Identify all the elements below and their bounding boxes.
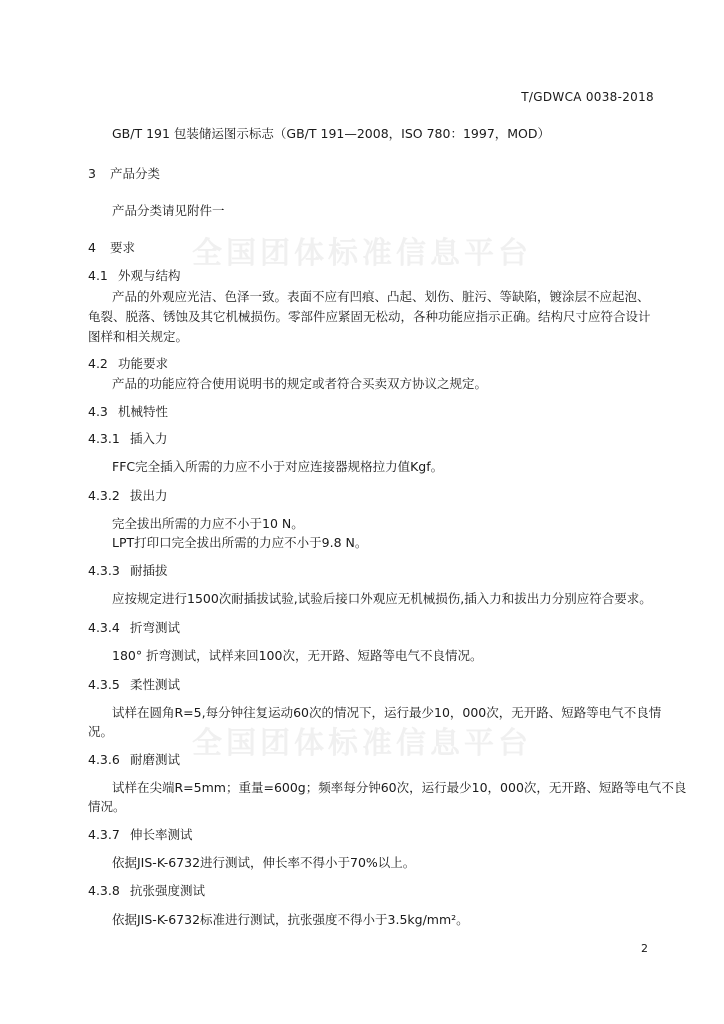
- standard-code: T/GDWCA 0038-2018: [521, 90, 654, 104]
- section-number: 4.2: [88, 356, 108, 371]
- section-4-1-line-1: 产品的外观应光洁、色泽一致。表面不应有凹痕、凸起、划伤、脏污、等缺陷，镀涂层不应起泡、: [112, 289, 650, 304]
- section-number: 4.3.1: [88, 431, 120, 446]
- watermark-top: 全国团体标准信息平台: [192, 236, 532, 271]
- reference-gb-t-191: GB/T 191 包装储运图示标志（GB/T 191—2008，ISO 780：1997，MOD）: [112, 126, 551, 141]
- section-4-3-4-heading: [88, 620, 180, 636]
- page-number: 2: [641, 942, 648, 955]
- section-title: 拔出力: [129, 488, 168, 503]
- section-title: 柔性测试: [129, 677, 180, 692]
- section-4-1-line-2: 龟裂、脱落、锈蚀及其它机械损伤。零部件应紧固无松动，各种功能应指示正确。结构尺寸应符合设计: [88, 309, 651, 324]
- section-4-3-2-line-2: LPT打印口完全拔出所需的力应不小于9.8 N。: [112, 535, 368, 550]
- section-4-3-6-heading: [88, 752, 180, 768]
- section-4-3-2-heading: [88, 488, 168, 504]
- section-4-2-body: 产品的功能应符合使用说明书的规定或者符合买卖双方协议之规定。: [112, 376, 488, 391]
- section-title: 要求: [109, 240, 135, 255]
- section-4-2-heading: [88, 356, 168, 372]
- section-number: 4: [88, 240, 96, 255]
- section-title: 功能要求: [117, 356, 168, 371]
- section-number: 4.1: [88, 268, 108, 283]
- section-4-3-7-heading: [88, 827, 193, 843]
- section-title: 耐磨测试: [129, 752, 180, 767]
- section-number: 4.3.5: [88, 677, 120, 692]
- section-title: 产品分类: [109, 166, 160, 181]
- section-4-3-1-heading: [88, 431, 168, 447]
- section-4-3-4-body: 180° 折弯测试，试样来回100次，无开路、短路等电气不良情况。: [112, 648, 483, 663]
- section-4-3-5-line-1: 试样在圆角R=5,每分钟往复运动60次的情况下，运行最少10，000次，无开路、短路等电气不良情: [112, 705, 662, 720]
- section-number: 4.3.8: [88, 883, 120, 898]
- section-4-1-line-3: 图样和相关规定。: [88, 329, 189, 344]
- section-4-3-heading: [88, 404, 168, 420]
- section-4-3-1-body: FFC完全插入所需的力应不小于对应连接器规格拉力值Kgf。: [112, 459, 444, 474]
- section-number: 4.3.4: [88, 620, 120, 635]
- section-4-3-7-body: 依据JIS-K-6732进行测试，伸长率不得小于70%以上。: [112, 855, 416, 870]
- section-3-heading: [88, 166, 160, 182]
- section-4-3-6-line-1: 试样在尖端R=5mm；重量=600g；频率每分钟60次，运行最少10，000次，无开路、短路等电气不良: [112, 780, 687, 795]
- section-4-heading: [88, 240, 135, 256]
- section-4-3-5-line-2: 况。: [88, 724, 114, 739]
- section-3-body: 产品分类请见附件一: [112, 203, 225, 218]
- section-4-3-3-heading: [88, 563, 168, 579]
- section-number: 4.3.6: [88, 752, 120, 767]
- section-number: 4.3.2: [88, 488, 120, 503]
- section-number: 3: [88, 166, 96, 181]
- section-title: 插入力: [129, 431, 168, 446]
- section-4-3-6-line-2: 情况。: [88, 799, 126, 814]
- section-number: 4.3.3: [88, 563, 120, 578]
- section-4-3-8-heading: [88, 883, 205, 899]
- section-title: 抗张强度测试: [129, 883, 205, 898]
- section-title: 伸长率测试: [129, 827, 193, 842]
- section-4-3-3-body: 应按规定进行1500次耐插拔试验,试验后接口外观应无机械损伤,插入力和拔出力分别应符合要求。: [112, 591, 652, 606]
- section-4-3-5-heading: [88, 677, 180, 693]
- section-number: 4.3.7: [88, 827, 120, 842]
- section-4-3-2-line-1: 完全拔出所需的力应不小于10 N。: [112, 516, 304, 531]
- section-4-3-8-body: 依据JIS-K-6732标准进行测试，抗张强度不得小于3.5kg/mm²。: [112, 912, 469, 927]
- section-title: 耐插拔: [129, 563, 168, 578]
- section-4-1-heading: [88, 268, 181, 284]
- watermark-bottom: 全国团体标准信息平台: [192, 726, 532, 761]
- section-title: 外观与结构: [117, 268, 181, 283]
- section-title: 折弯测试: [129, 620, 180, 635]
- section-title: 机械特性: [117, 404, 168, 419]
- section-number: 4.3: [88, 404, 108, 419]
